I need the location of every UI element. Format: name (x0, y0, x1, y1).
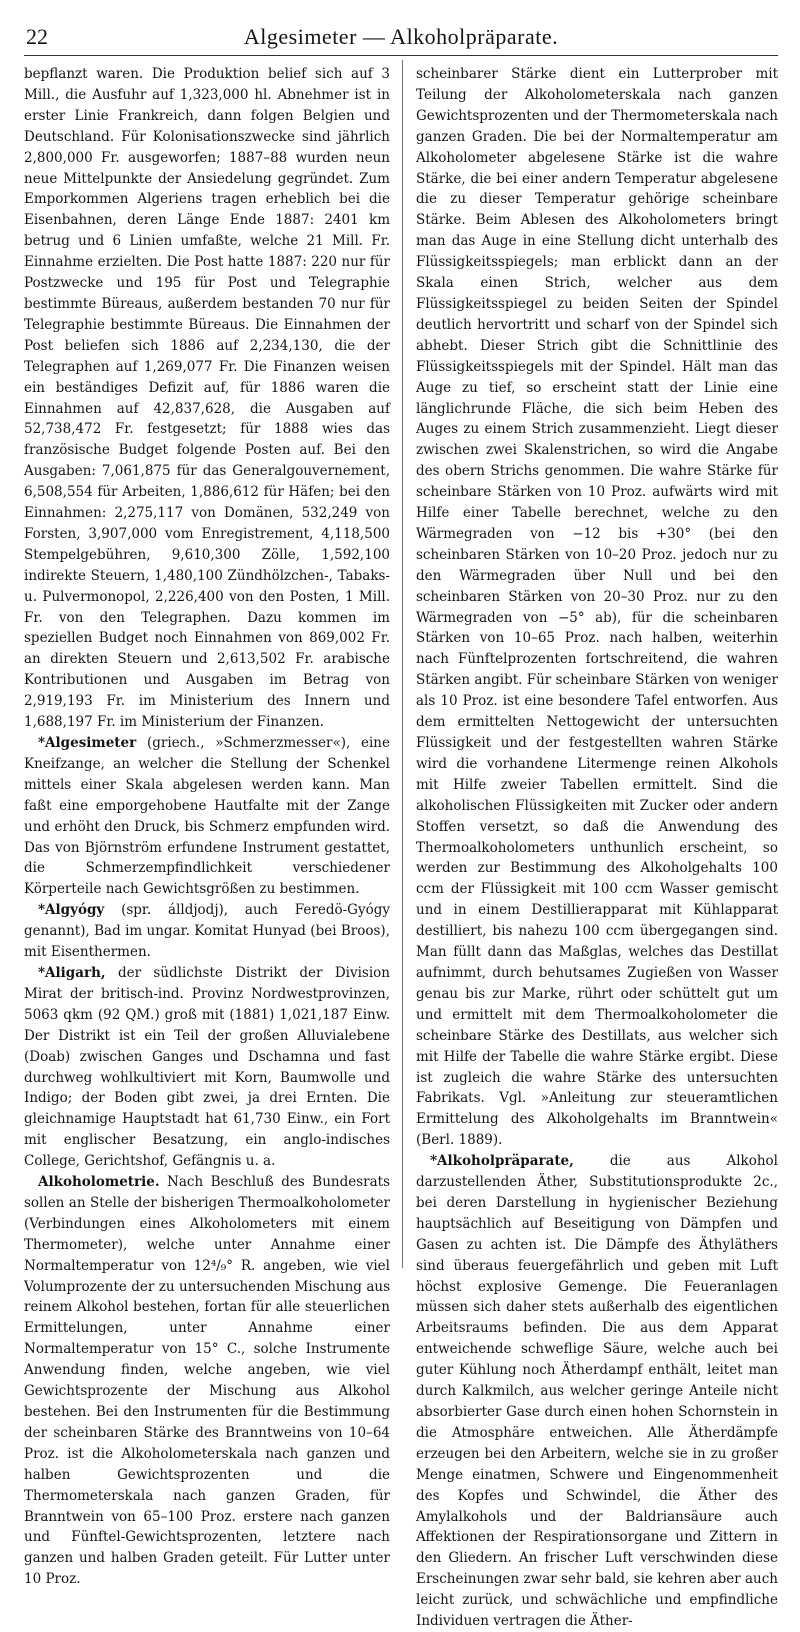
entry-headword: *Aligarh, (38, 964, 106, 981)
left-column (24, 64, 390, 1588)
page-header (26, 22, 776, 54)
entry-text: die aus Alkohol darzustellenden Äther, Substitutionsprodukte 2c., bei deren Darstellung in hygienischer Beziehung hauptsächlich auf Beseitigung von Dämpfen und Gasen zu achten ist. Die Dämpfe des Äthyläthers sind überaus feuergefährlich und geben mit Luft höchst explosive Gemenge. Die Feueranlagen müssen sich daher stets außerhalb des eigentlichen Arbeitsraums befinden. Die aus dem Apparat entweichende schweflige Säure, welche auch bei guter Kühlung noch Ätherdampf enthält, leitet man durch Kalkmilch, aus welcher geringe Anteile nicht absorbierter Gase durch einen hohen Schornstein in die Atmosphäre entweichen. Alle Ätherdämpfe erzeugen bei den Arbeitern, welche sie in zu großer Menge einatmen, Schwere und Eingenommenheit des Kopfes und Schwindel, die Äther des Amylalkohols und der Baldriansäure auch Affektionen der Respirationsorgane und Zittern in den Gliedern. An frischer Luft verschwinden diese Erscheinungen zwar sehr bald, sie kehren aber auch leicht zurück, und schwächliche und empfindliche Individuen vertragen die Äther- (416, 1153, 778, 1630)
entry-headword: *Algesimeter (38, 735, 137, 751)
entry-text: (griech., »Schmerzmesser«), eine Kneifzange, an welcher die Stellung der Schenkel mittels einer Skala abgelesen werden kann. Man faßt eine emporgehobene Hautfalte mit der Zange und erhöht den Druck, bis Schmerz empfunden wird. Das von Björnström erfundene Instrument gestattet, die Schmerzempfindlichkeit verschiedener Körperteile nach Gewichtsgrößen zu bestimmen. (24, 735, 390, 898)
entry-text: (spr. álldjodj), auch Feredö-Gyógy genannt), Bad im ungar. Komitat Hunyad (bei Broos), mit Eisenthermen. (24, 902, 390, 961)
running-title: Algesimeter — Alkoholpräparate. (243, 24, 559, 49)
column-divider (402, 60, 403, 1268)
header-rule (24, 55, 778, 56)
paragraph-algerien-continued: bepflanzt waren. Die Produktion belief sich auf 3 Mill., die Ausfuhr auf 1,323,000 hl. Abnehmer ist in erster Linie Frankreich, dann folgen Belgien und Deutschland. Für Kolonisationszwecke sind jährlich 2,800,000 Fr. ausgeworfen; 1887–88 wurden neun neue Mittelpunkte der Ansiedelung gegründet. Zum Emporkommen Algeriens tragen erheblich bei die Eisenbahnen, deren Länge Ende 1887: 2401 km betrug und 6 Linien umfaßte, welche 21 Mill. Fr. Einnahme erzielten. Die Post hatte 1887: 220 nur für Postzwecke und 195 für Post und Telegraphie bestimmte Büreaus, außerdem bestanden 70 nur für Telegraphie bestimmte Büreaus. Die Einnahmen der Post beliefen sich 1886 auf 2,234,130, die der Telegraphen auf 1,269,077 Fr. Die Finanzen weisen ein beständiges Defizit auf, für 1886 waren die Einnahmen auf 42,837,628, die Ausgaben auf 52,738,472 Fr. festgesetzt; für 1888 wies das französische Budget folgende Posten auf. Bei den Ausgaben: 7,061,875 für das Generalgouvernement, 6,508,554 für Arbeiten, 1,886,612 für Häfen; bei den Einnahmen: 2,275,117 von Domänen, 532,249 von Forsten, 3,907,000 vom Enregistrement, 4,118,500 Stempelgebühren, 9,610,300 Zölle, 1,592,100 indirekte Steuern, 1,480,100 Zündhölzchen-, Tabaks- u. Pulvermonopol, 2,226,400 von den Posten, 1 Mill. Fr. von den Telegraphen. Dazu kommen im speziellen Budget noch Einnahmen von 869,002 Fr. an direkten Steuern und 2,613,502 Fr. arabische Kontributionen und Ausgaben im Betrag von 2,919,193 Fr. im Ministerium des Innern und 1,688,197 Fr. im Ministerium der Finanzen. (24, 66, 390, 731)
entry-headword: *Algyógy (38, 902, 105, 919)
entry-aligarh (24, 963, 390, 1172)
right-column (416, 64, 778, 1630)
entry-text: der südlichste Distrikt der Division Mirat der britisch-ind. Provinz Nordwestprovinzen, 5063 qkm (92 QM.) groß mit (1881) 1,021,187 Einw. Der Distrikt ist ein Teil der großen Alluvialebene (Doab) zwischen Ganges und Dschamna und fast durchweg wohlkultiviert mit Korn, Baumwolle und Indigo; der Boden gibt zwei, ja drei Ernten. Die gleichnamige Hauptstadt hat 61,730 Einw., ein Fort mit englischer Besatzung, ein anglo-indisches College, Gerichtshof, Gefängnis u. a. (24, 964, 390, 1170)
entry-alkoholometrie (24, 1172, 390, 1590)
page-number: 22 (26, 24, 48, 49)
entry-headword: Alkoholometrie. (38, 1174, 160, 1191)
entry-algesimeter (24, 733, 390, 900)
entry-algyogy (24, 900, 390, 963)
entry-text: Nach Beschluß des Bundesrats sollen an Stelle der bisherigen Thermoalkoholometer (Verbindungen eines Alkoholometers mit einem Thermometer), welche unter Annahme einer Normaltemperatur von 12⁴/₉° R. angeben, wie viel Volumprozente der zu untersuchenden Mischung aus reinem Alkohol bestehen, fortan für alle steuerlichen Ermittelungen, unter Annahme einer Normaltemperatur von 15° C., solche Instrumente Anwendung finden, welche angeben, wie viel Gewichtsprozente der Mischung aus Alkohol bestehen. Bei den Instrumenten für die Bestimmung der scheinbaren Stärke des Branntweins von 10–64 Proz. ist die Alkoholometerskala nach ganzen und halben Gewichtsprozenten und die Thermometerskala nach ganzen Graden, für Branntwein von 65–100 Proz. erstere nach ganzen und Fünftel-Gewichtsprozenten, letztere nach ganzen und halben Graden geteilt. Für Lutter unter 10 Proz. (24, 1174, 390, 1588)
entry-alkoholpraeparate (416, 1151, 778, 1632)
entry-headword: *Alkoholpräparate, (430, 1153, 574, 1170)
paragraph-alkoholometrie-continued: scheinbarer Stärke dient ein Lutterprober mit Teilung der Alkoholometerskala nach ganzen Gewichtsprozenten und der Thermometerskala nach ganzen Graden. Die bei der Normaltemperatur am Alkoholometer abgelesene Stärke ist die wahre Stärke, die bei einer andern Temperatur abgelesene die zu dieser Temperatur gehörige scheinbare Stärke. Beim Ablesen des Alkoholometers bringt man das Auge in eine Stellung dicht unterhalb des Flüssigkeitsspiegels; man erblickt dann an der Skala einen Strich, welcher aus dem Flüssigkeitsspiegel zu beiden Seiten der Spindel deutlich hervortritt und scharf von der Spindel sich abhebt. Dieser Strich gibt die Schnittlinie des Flüssigkeitsspiegels mit der Spindel. Hält man das Auge zu tief, so erscheint statt der Linie eine länglichrunde Fläche, die sich beim Heben des Auges zu einem Strich zusammenzieht. Liegt dieser zwischen zwei Skalenstrichen, so wird die Angabe des obern Strichs genommen. Die wahre Stärke für scheinbare Stärken von 10 Proz. aufwärts wird mit Hilfe einer Tabelle berechnet, welche zu den Wärmegraden von −12 bis +30° (bei den scheinbaren Stärken von 10–20 Proz. jedoch nur zu den Wärmegraden über Null und bei den scheinbaren Stärken von 20–30 Proz. nur zu den Wärmegraden von −5° ab), für die scheinbaren Stärken von 10–65 Proz. nach halben, weiterhin nach Fünftelprozenten fortschreitend, die wahren Stärken angibt. Für scheinbare Stärken von weniger als 10 Proz. ist eine besondere Tafel entworfen. Aus dem ermittelten Nettogewicht der untersuchten Flüssigkeit und der festgestellten wahren Stärke wird die vorhandene Litermenge reinen Alkohols mit Hilfe zweier Tabellen ermittelt. Sind die alkoholischen Flüssigkeiten mit Zucker oder andern Stoffen versetzt, so daß die Anwendung des Thermoalkoholometers unthunlich erscheint, so werden zur Bestimmung des Alkoholgehalts 100 ccm der Flüssigkeit mit 100 ccm Wasser gemischt und in einem Destillierapparat mit Kühlapparat destilliert, bis nahezu 100 ccm übergegangen sind. Man füllt dann das Maßglas, welches das Destillat aufnimmt, durch behutsames Zugießen von Wasser genau bis zur Marke, rührt oder schüttelt gut um und ermittelt mit dem Thermoalkoholometer die scheinbare Stärke des Destillats, aus welcher sich mit Hilfe der Tabelle die wahre Stärke ergibt. Diese ist zugleich die wahre Stärke des untersuchten Fabrikats. Vgl. »Anleitung zur steueramtlichen Ermittelung des Alkoholgehalts im Branntwein« (Berl. 1889). (416, 66, 778, 1149)
